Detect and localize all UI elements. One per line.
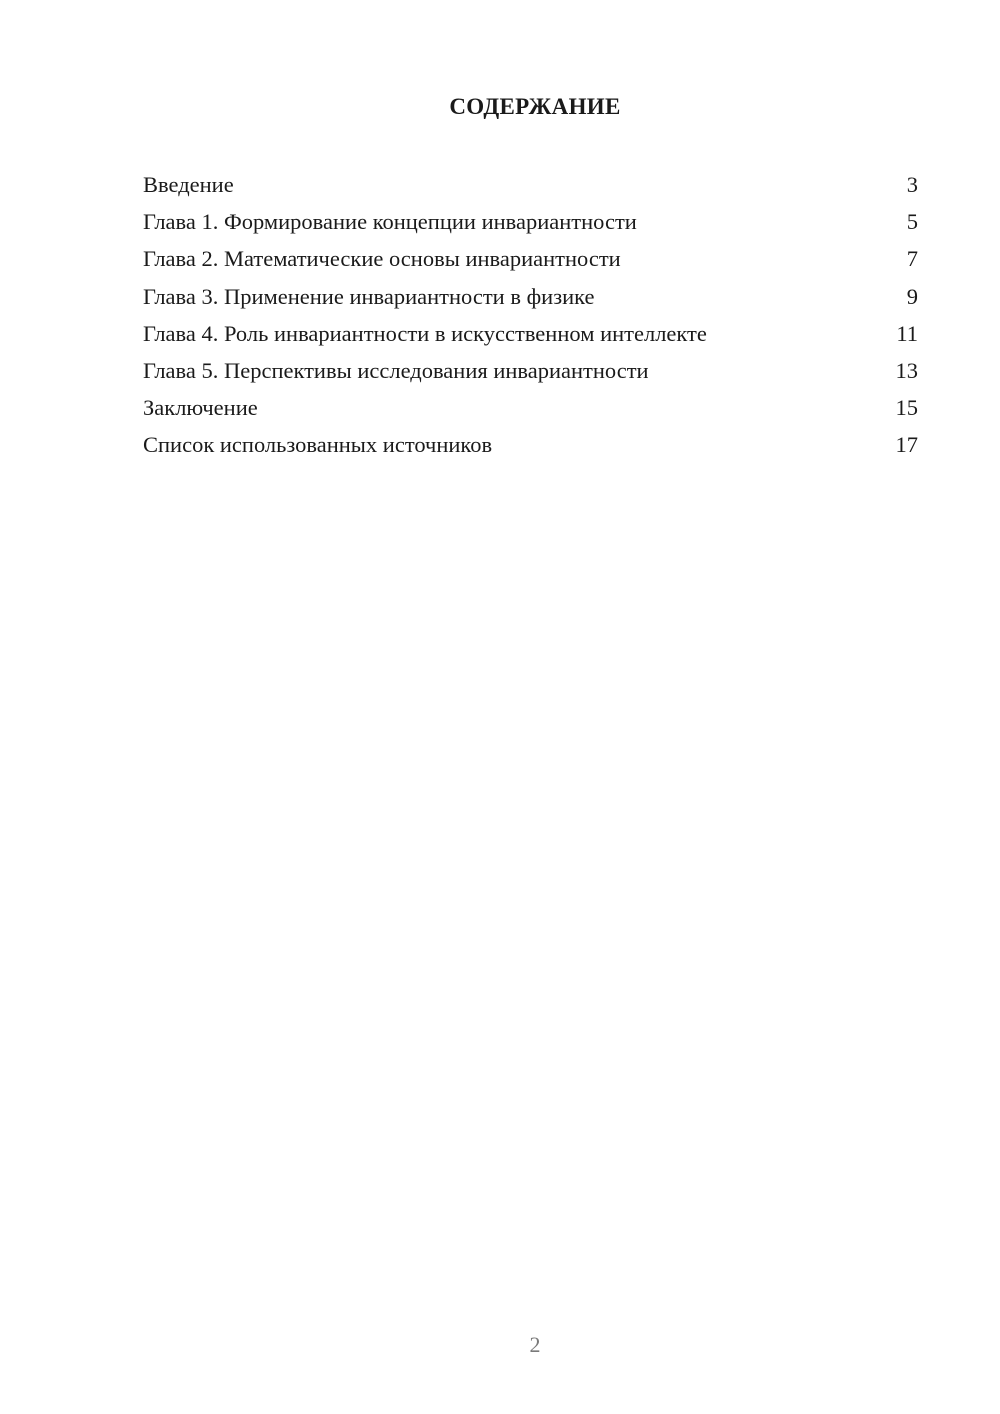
toc-entry-label: Глава 3. Применение инвариантности в физике [143,283,595,309]
toc-entry-conclusion [143,391,918,428]
toc-entry-page: 11 [896,320,918,346]
toc-entry-page: 17 [895,432,918,458]
table-of-contents [143,168,918,466]
toc-entry-page: 9 [906,283,918,309]
toc-entry-label: Глава 5. Перспективы исследования инвариантности [143,357,649,383]
toc-entry-label: Глава 4. Роль инвариантности в искусственном интеллекте [143,320,707,346]
toc-entry-label: Заключение [143,395,258,421]
toc-entry-page: 5 [906,209,918,235]
toc-entry-chapter-3 [143,280,918,317]
toc-entry-introduction [143,168,918,205]
toc-entry-chapter-1 [143,205,918,242]
toc-entry-references [143,428,918,465]
toc-entry-label: Введение [143,172,234,197]
toc-entry-page: 13 [895,357,918,383]
toc-entry-chapter-5 [143,354,918,391]
toc-entry-page: 15 [895,395,918,421]
toc-entry-label: Список использованных источников [143,432,493,458]
page-title: СОДЕРЖАНИЕ [449,94,621,119]
toc-entry-chapter-2 [143,242,918,279]
page-number: 2 [529,1332,541,1357]
toc-entry-page: 3 [906,172,918,197]
toc-entry-label: Глава 1. Формирование концепции инвариантности [143,209,637,235]
toc-entry-page: 7 [906,246,918,272]
toc-entry-chapter-4 [143,317,918,354]
toc-entry-label: Глава 2. Математические основы инвариантности [143,246,621,272]
